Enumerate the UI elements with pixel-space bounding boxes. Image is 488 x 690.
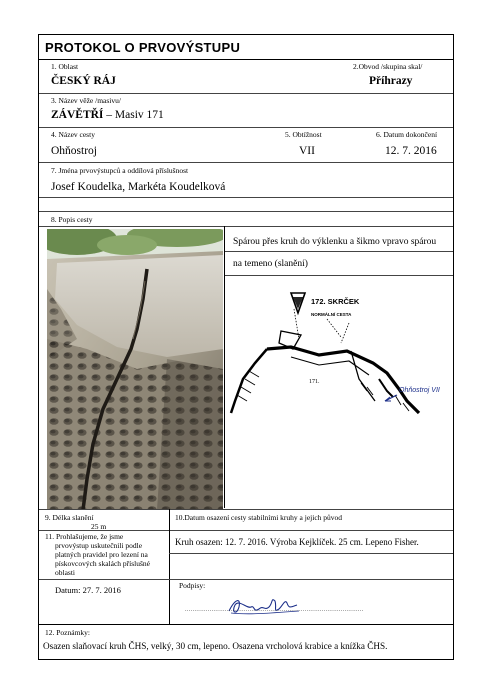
divider <box>39 226 453 227</box>
grade-label: 5. Obtížnost <box>285 130 322 139</box>
divider <box>39 127 453 128</box>
declaration-line-1: 11. Prohlašujeme, že jsme <box>45 532 124 541</box>
area-label: 2.Obvod /skupina skal/ <box>353 62 423 71</box>
divider <box>39 211 453 212</box>
divider <box>39 197 453 198</box>
signature-line: .............................................................................................. <box>185 607 364 613</box>
notes-value: Osazen slaňovací kruh ČHS, velký, 30 cm, lepeno. Osazena vrcholová krabice a knížka ČHS. <box>43 641 388 651</box>
divider <box>169 509 170 531</box>
divider <box>39 59 453 60</box>
tower-name: ZÁVĚTŘÍ <box>51 109 104 121</box>
date-value: 12. 7. 2016 <box>385 145 437 157</box>
declaration-line-5: oblasti <box>55 568 75 577</box>
page-title: PROTOKOL O PRVOVÝSTUPU <box>45 40 241 55</box>
topo-normal-route: NORMÁLNÍ CESTA <box>311 312 352 317</box>
description-label: 8. Popis cesty <box>51 215 93 224</box>
area-value: Příhrazy <box>369 75 413 87</box>
tower-label: 3. Název věže /masivu/ <box>51 96 121 105</box>
rappel-value: 25 m <box>91 522 107 531</box>
topo-massif-number: 171. <box>309 379 320 385</box>
grade-value: VII <box>299 145 315 157</box>
topo-sketch <box>229 291 451 415</box>
route-photo <box>47 229 223 510</box>
divider <box>39 509 453 510</box>
region-value: ČESKÝ RÁJ <box>51 75 116 87</box>
region-label: 1. Oblast <box>51 62 79 71</box>
declaration-line-2: prvovýstup uskutečnili podle <box>55 541 143 550</box>
tower-value <box>51 109 164 121</box>
divider <box>225 251 453 252</box>
signature-date: Datum: 27. 7. 2016 <box>55 585 121 595</box>
route-name-label: 4. Název cesty <box>51 130 95 139</box>
route-name-value: Ohňostroj <box>51 145 97 157</box>
climbers-label: 7. Jména prvovýstupců a oddílová příslušnost <box>51 166 189 175</box>
divider <box>39 93 453 94</box>
divider <box>39 624 453 625</box>
declaration-line-3: platných pravidel pro lezení na <box>55 550 148 559</box>
notes-label: 12. Poznámky: <box>45 628 90 637</box>
declaration-line-4: pískovcových skalách příslušné <box>55 559 150 568</box>
topo-route-annotation: Ohňostroj VII <box>399 387 440 394</box>
description-line-1: Spárou přes kruh do výklenku a šikmo vpravo spárou <box>233 237 437 247</box>
protocol-form <box>38 34 454 660</box>
divider <box>224 226 225 508</box>
divider <box>169 530 170 624</box>
divider <box>39 162 453 163</box>
rappel-label: 9. Délka slanění <box>45 513 94 522</box>
anchors-value: Kruh osazen: 12. 7. 2016. Výroba Kejklíček. 25 cm. Lepeno Fisher. <box>175 537 419 547</box>
anchors-label: 10.Datum osazení cesty stabilními kruhy a jejich původ <box>175 513 343 522</box>
climbers-value: Josef Koudelka, Markéta Koudelková <box>51 181 226 193</box>
divider <box>169 553 453 554</box>
signature-label: Podpisy: <box>179 581 206 590</box>
date-label: 6. Datum dokončení <box>376 130 438 139</box>
divider <box>39 530 453 531</box>
divider <box>225 275 453 276</box>
tower-massif: – Masiv 171 <box>103 109 164 121</box>
topo-tower-number: 172. SKRČEK <box>311 297 360 306</box>
divider <box>39 579 453 580</box>
description-line-2: na temeno (slanění) <box>233 259 308 269</box>
